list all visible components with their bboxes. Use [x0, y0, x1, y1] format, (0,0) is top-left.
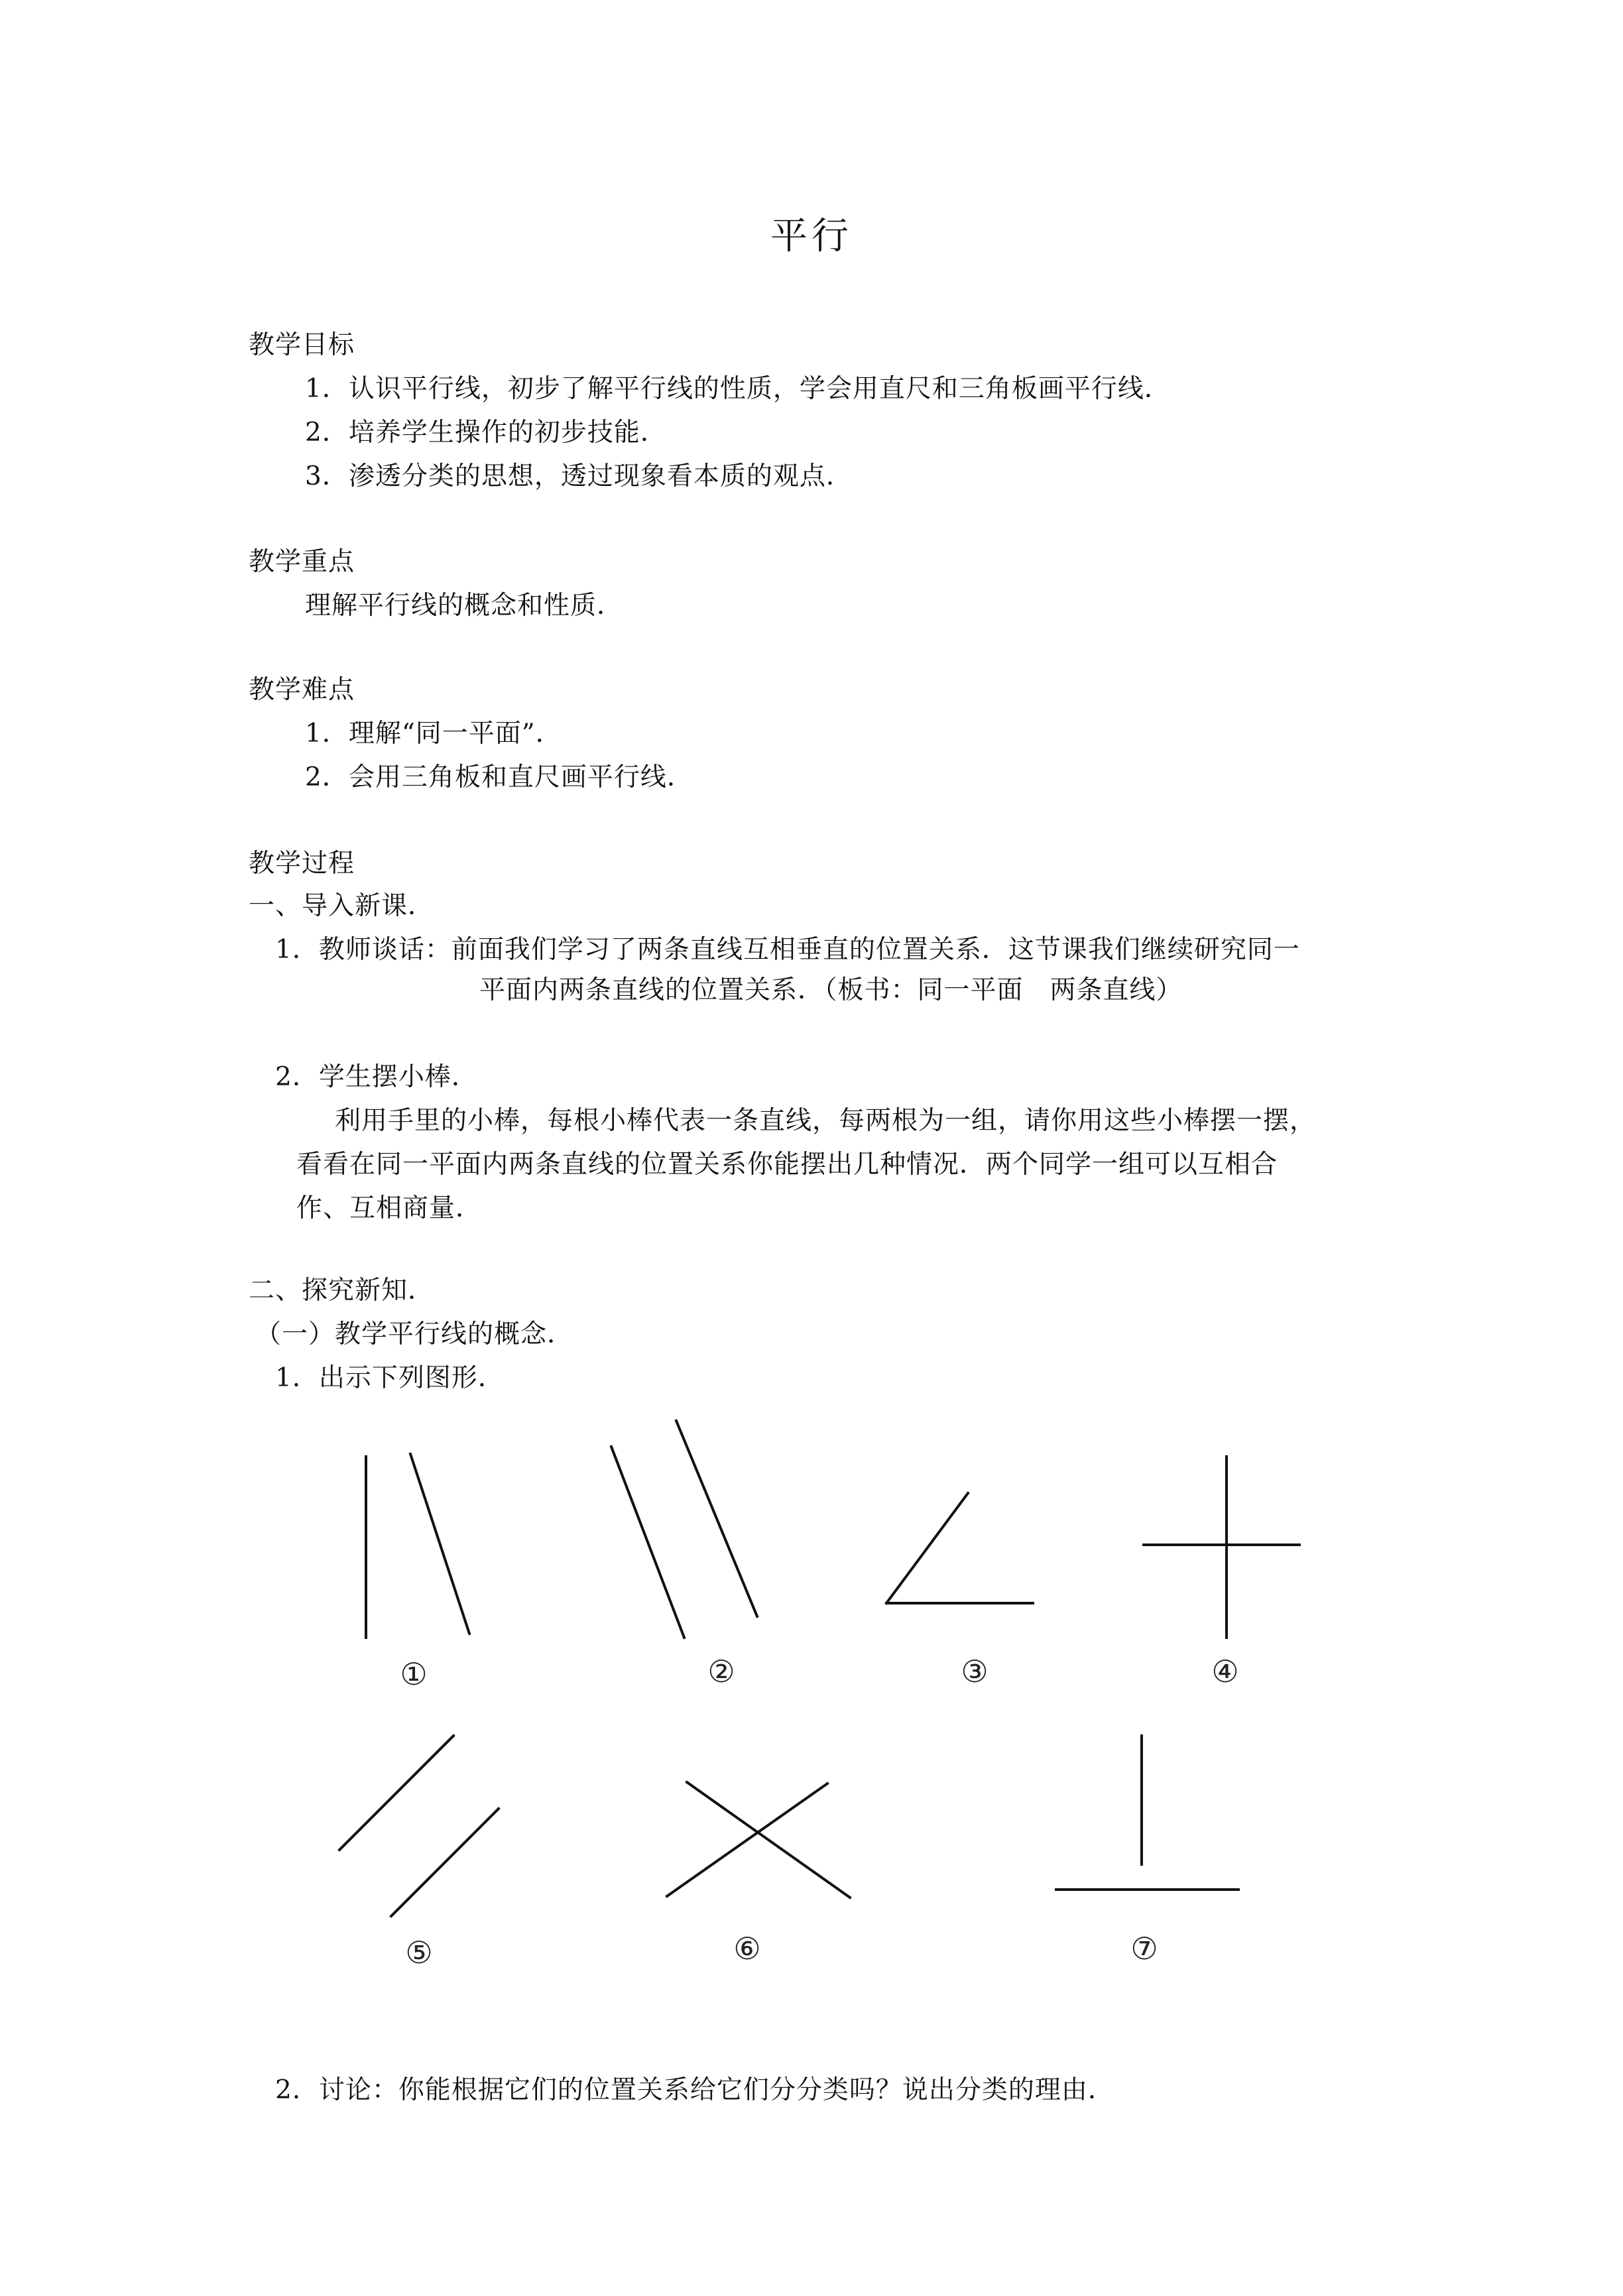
figure-1-label: ①: [400, 1656, 428, 1692]
part2-heading: 二、探究新知．: [249, 1276, 435, 1305]
figure-6-line-a: [687, 1782, 850, 1898]
part1-step2-line2: 看看在同一平面内两条直线的位置关系你能摆出几种情况．两个同学一组可以互相合: [296, 1150, 1278, 1179]
figure-5-line-b: [391, 1809, 499, 1916]
goal-item-2: 2．培养学生操作的初步技能．: [305, 418, 667, 448]
key-points-text: 理解平行线的概念和性质．: [305, 591, 624, 621]
key-points-heading: 教学重点: [249, 547, 355, 577]
part2-sub1: （一）教学平行线的概念．: [255, 1319, 574, 1349]
goal-item-1: 1．认识平行线，初步了解平行线的性质，学会用直尺和三角板画平行线．: [305, 374, 1171, 404]
figure-3-line-a: [886, 1493, 968, 1603]
page-title: 平行: [770, 215, 853, 258]
figure-2-line-a: [611, 1447, 684, 1638]
figure-7-label: ⑦: [1130, 1931, 1158, 1966]
part1-step2-line3: 作、互相商量．: [296, 1193, 483, 1223]
difficulties-heading: 教学难点: [249, 675, 355, 705]
goal-item-3: 3．渗透分类的思想，透过现象看本质的观点．: [305, 461, 853, 491]
figure-5-line-a: [339, 1736, 453, 1850]
figure-6-line-b: [667, 1783, 827, 1896]
figure-1-line-b: [410, 1454, 469, 1634]
figure-3-label: ③: [961, 1654, 989, 1689]
figure-6-label: ⑥: [733, 1931, 761, 1966]
figure-2-line-b: [676, 1421, 757, 1616]
part1-heading: 一、导入新课．: [249, 891, 435, 921]
process-heading: 教学过程: [249, 849, 355, 878]
part2-step2: 2．讨论：你能根据它们的位置关系给它们分分类吗？说出分类的理由．: [275, 2075, 1114, 2105]
figure-4-label: ④: [1211, 1654, 1239, 1689]
figure-5-label: ⑤: [405, 1935, 433, 1970]
part2-step1: 1．出示下列图形．: [275, 1363, 505, 1393]
part1-step1-line1: 1．教师谈话：前面我们学习了两条直线互相垂直的位置关系．这节课我们继续研究同一: [275, 935, 1300, 965]
goals-heading: 教学目标: [249, 330, 355, 360]
part1-step2-line1: 利用手里的小棒，每根小棒代表一条直线，每两根为一组，请你用这些小棒摆一摆，: [335, 1106, 1317, 1136]
part1-step1-line2: 平面内两条直线的位置关系．（板书：同一平面 两条直线）: [479, 975, 1183, 1005]
difficulty-item-1: 1．理解“同一平面”．: [305, 719, 562, 749]
difficulty-item-2: 2．会用三角板和直尺画平行线．: [305, 762, 693, 792]
part1-step2-heading: 2．学生摆小棒．: [275, 1062, 478, 1092]
figure-2-label: ②: [707, 1654, 735, 1689]
